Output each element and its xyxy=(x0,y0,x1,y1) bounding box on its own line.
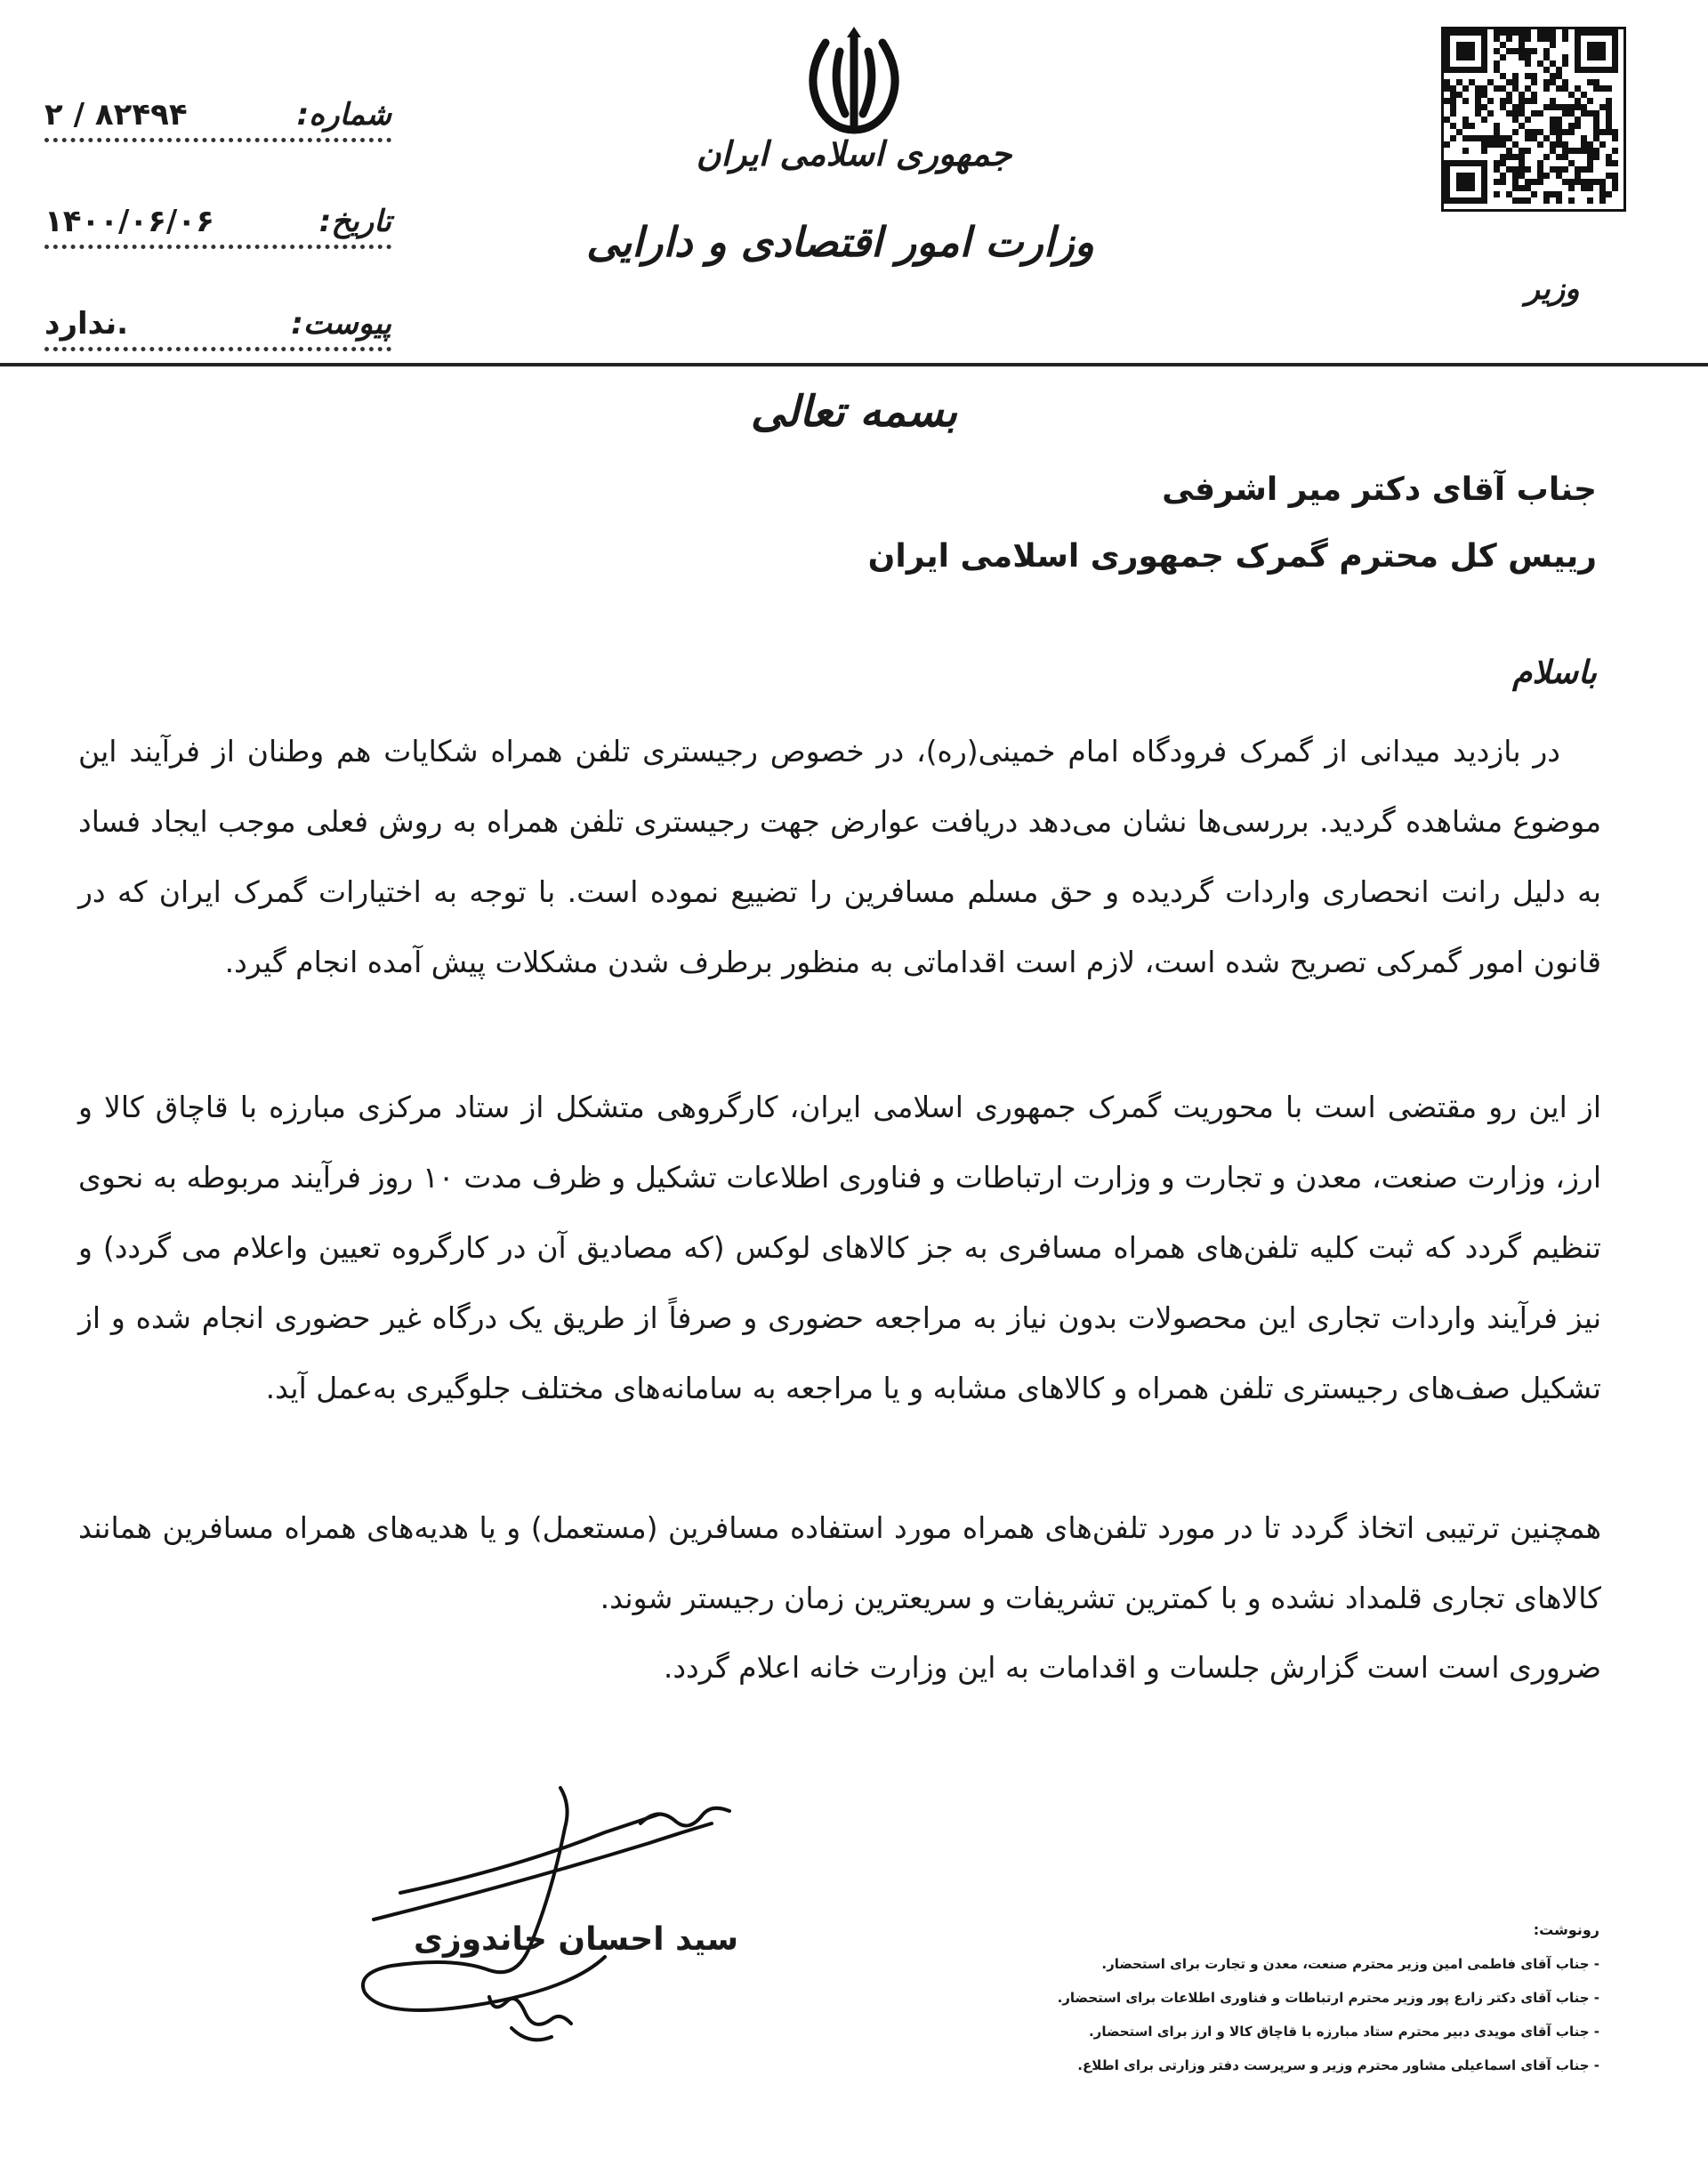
header-divider xyxy=(0,363,1708,366)
letter-attachment xyxy=(44,294,391,351)
basmala: بسمه تعالی xyxy=(750,387,958,437)
letter-number-value: ۲ / ۸۲۴۹۴ xyxy=(44,97,188,133)
body-paragraph-3: همچنین ترتیبی اتخاذ گردد تا در مورد تلفن‌های همراه مورد استفاده مسافرین (مستعمل) و یا هدیه‌های همراه مسافرین همانند کالاهای تجاری قلمداد نشده و با کمترین تشریفات و سریعترین زمان رجیستر شوند. xyxy=(78,1510,1601,1615)
body-paragraph-2: از این رو مقتضی است با محوریت گمرک جمهوری اسلامی ایران، کارگروهی متشکل از ستاد مرکزی مبارزه با قاچاق کالا و ارز، وزارت صنعت، معدن و تجارت و وزارت ارتباطات و فناوری اطلاعات تشکیل و ظرف مدت ۱۰ روز فرآیند مربوطه به نحوی تنظیم گردد که ثبت کلیه تلفن‌های همراه مسافری به جز کالاهای لوکس (که مصادیق آن در کارگروه تعیین واعلام می گردد) و نیز فرآیند واردات تجاری این محصولات بدون نیاز به مراجعه حضوری و صرفاً از طریق یک درگاه غیر حضوری انجام شده و از تشکیل صف‌های رجیستری تلفن همراه و کالاهای مشابه و یا مراجعه به سامانه‌های مختلف جلوگیری به‌عمل آید. xyxy=(78,1090,1602,1405)
letter-number xyxy=(44,85,391,142)
recipient-title: رییس کل محترم گمرک جمهوری اسلامی ایران xyxy=(867,538,1597,575)
sender-role: وزیر xyxy=(1525,271,1580,307)
letter-date xyxy=(44,191,391,249)
cc-item: - جناب آقای اسماعیلی مشاور محترم وزیر و سرپرست دفتر وزارتی برای اطلاع. xyxy=(1077,2057,1599,2073)
letter-attachment-label: پیوست: xyxy=(291,306,391,342)
body-paragraph-4: ضروری است است گزارش جلسات و اقدامات به این وزارت خانه اعلام گردد. xyxy=(663,1650,1601,1685)
iran-emblem-icon xyxy=(783,25,925,141)
letter-number-label: شماره: xyxy=(296,97,391,133)
letter-attachment-value: ندارد. xyxy=(44,306,129,342)
cc-title: رونوشت: xyxy=(1533,1921,1599,1938)
body-paragraph-1: در بازدید میدانی از گمرک فرودگاه امام خمینی(ره)، در خصوص رجیستری تلفن همراه شکایات هم وطنان از فرآیند این موضوع مشاهده گردید. بررسی‌ها نشان می‌دهد دریافت عوارض جهت رجیستری تلفن همراه به روش فعلی موجب ایجاد فساد به دلیل رانت انحصاری واردات گردیده و حق مسلم مسافرین را تضییع نموده است. با توجه به اختیارات گمرک ایران که در قانون امور گمرکی تصریح شده است، لازم است اقداماتی به منظور برطرف شدن مشکلات پیش آمده انجام گیرد. xyxy=(78,734,1601,979)
cc-item: - جناب آقای فاطمی امین وزیر محترم صنعت، معدن و تجارت برای استحضار. xyxy=(1101,1956,1599,1972)
greeting: باسلام xyxy=(1512,654,1597,691)
cc-item: - جناب آقای دکتر زارع پور وزیر محترم ارتباطات و فناوری اطلاعات برای استحضار. xyxy=(1057,1990,1599,2006)
qr-code-icon xyxy=(1441,27,1626,212)
country-name: جمهوری اسلامی ایران xyxy=(696,133,1012,173)
letter-date-value: ۱۴۰۰/۰۶/۰۶ xyxy=(44,204,214,239)
cc-block xyxy=(977,1921,1599,2082)
signer-name: سید احسان خاندوزی xyxy=(414,1921,738,1958)
cc-item: - جناب آقای مویدی دبیر محترم ستاد مبارزه با قاچاق کالا و ارز برای استحضار. xyxy=(1088,2024,1599,2040)
letter-date-label: تاریخ: xyxy=(318,204,391,239)
recipient-name: جناب آقای دکتر میر اشرفی xyxy=(1162,471,1597,508)
ministry-name: وزارت امور اقتصادی و دارایی xyxy=(586,218,1094,266)
